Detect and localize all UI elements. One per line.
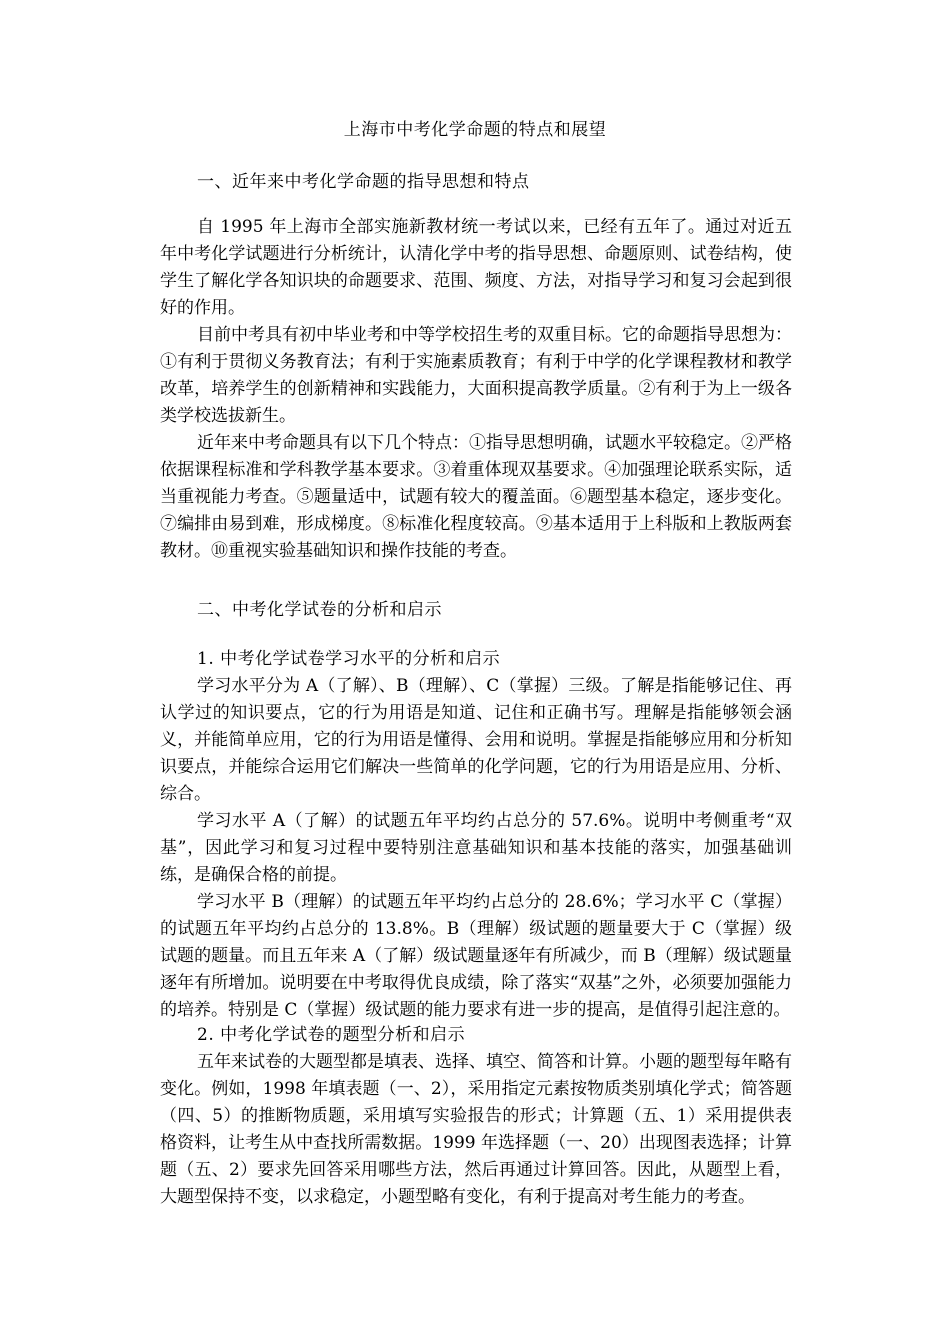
paragraph: 学习水平 A（了解）的试题五年平均约占总分的 57.6%。说明中考侧重考“双基”，因此学习和复习过程中要特别注意基础知识和基本技能的落实，加强基础训练，是确保合格的前提。 bbox=[160, 811, 792, 885]
document-title: 上海市中考化学命题的特点和展望 bbox=[343, 120, 607, 140]
paragraph: 目前中考具有初中毕业考和中等学校招生考的双重目标。它的命题指导思想为：①有利于贯彻义务教育法；有利于实施素质教育；有利于中学的化学课程教材和教学改革，培养学生的创新精神和实践能力，大面积提高教学质量。②有利于为上一级各类学校选拔新生。 bbox=[160, 325, 792, 426]
section-1-body bbox=[160, 214, 792, 565]
paragraph: 五年来试卷的大题型都是填表、选择、填空、简答和计算。小题的题型每年略有变化。例如，1998 年填表题（一、2），采用指定元素按物质类别填化学式；简答题（四、5）的推断物质题，采用填写实验报告的形式；计算题（五、1）采用提供表格资料，让考生从中查找所需数据。1999 年选择题（一、20）出现图表选择；计算题（五、2）要求先回答采用哪些方法，然后再通过计算回答。因此，从题型上看，大题型保持不变，以求稳定，小题型略有变化，有利于提高对考生能力的考查。 bbox=[160, 1052, 792, 1207]
paragraph: 学习水平 B（理解）的试题五年平均约占总分的 28.6%；学习水平 C（掌握）的试题五年平均约占总分的 13.8%。B（理解）级试题的题量要大于 C（掌握）级试题的题量。而且五年来 A（了解）级试题量逐年有所减少，而 B（理解）级试题量逐年有所增加。说明要在中考取得优良成绩，除了落实“双基”之外，必须要加强能力的培养。特别是 C（掌握）级试题的能力要求有进一步的提高，是值得引起注意的。 bbox=[160, 892, 792, 1020]
paragraph: 学习水平分为 A（了解）、B（理解）、C（掌握）三级。了解是指能够记住、再认学过的知识要点，它的行为用语是知道、记住和正确书写。理解是指能够领会涵义，并能简单应用，它的行为用语是懂得、会用和说明。掌握是指能够应用和分析知识要点，并能综合运用它们解决一些简单的化学问题，它的行为用语是应用、分析、综合。 bbox=[160, 676, 792, 804]
paragraph: 近年来中考命题具有以下几个特点：①指导思想明确，试题水平较稳定。②严格依据课程标准和学科教学基本要求。③着重体现双基要求。④加强理论联系实际，适当重视能力考查。⑤题量适中，试题有较大的覆盖面。⑥题型基本稳定，逐步变化。⑦编排由易到难，形成梯度。⑧标准化程度较高。⑨基本适用于上科版和上教版两套教材。⑩重视实验基础知识和操作技能的考查。 bbox=[160, 433, 792, 561]
subsection-2-body bbox=[160, 1049, 792, 1211]
subsection-1-heading: 1. 中考化学试卷学习水平的分析和启示 bbox=[197, 649, 501, 669]
subsection-2-heading: 2. 中考化学试卷的题型分析和启示 bbox=[197, 1025, 466, 1045]
paragraph: 自 1995 年上海市全部实施新教材统一考试以来，已经有五年了。通过对近五年中考化学试题进行分析统计，认清化学中考的指导思想、命题原则、试卷结构，使学生了解化学各知识块的命题要求、范围、频度、方法，对指导学习和复习会起到很好的作用。 bbox=[160, 217, 792, 318]
section-1-heading: 一、近年来中考化学命题的指导思想和特点 bbox=[197, 172, 530, 192]
subsection-1-body bbox=[160, 673, 792, 1024]
section-2-heading: 二、中考化学试卷的分析和启示 bbox=[197, 600, 442, 620]
